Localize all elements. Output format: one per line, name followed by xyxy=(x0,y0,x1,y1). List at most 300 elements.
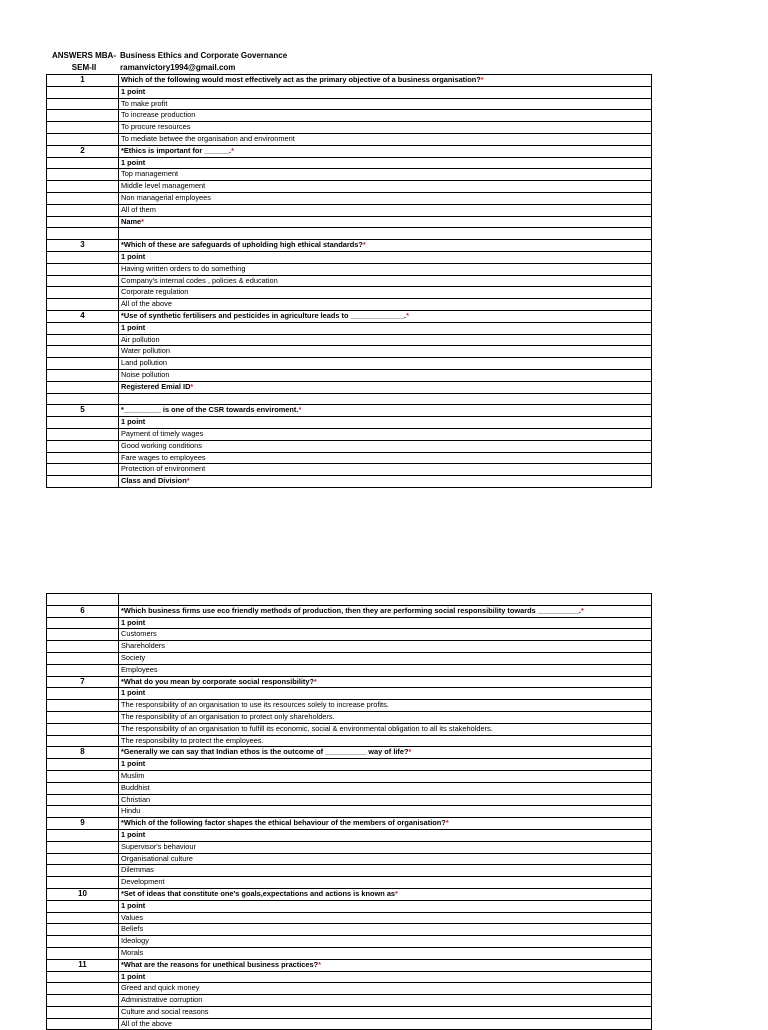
points-row xyxy=(47,322,652,334)
option-row xyxy=(47,263,652,275)
row-text: 1 point xyxy=(121,417,146,427)
points-row xyxy=(47,971,652,983)
row-text: Fare wages to employees xyxy=(121,452,206,462)
row-text-cell xyxy=(119,924,652,936)
row-text-cell xyxy=(119,912,652,924)
row-text: Land pollution xyxy=(121,358,168,368)
row-text-cell xyxy=(119,393,652,405)
row-text-cell xyxy=(119,806,652,818)
row-text: 1 point xyxy=(121,829,146,839)
row-text: Noise pollution xyxy=(121,369,170,379)
row-text: Good working conditions xyxy=(121,440,202,450)
field-row xyxy=(47,381,652,393)
subject-title: Business Ethics and Corporate Governance xyxy=(120,51,288,60)
row-text-cell xyxy=(119,700,652,712)
row-text-cell xyxy=(119,452,652,464)
row-text-cell xyxy=(119,181,652,193)
points-row xyxy=(47,759,652,771)
row-text-cell xyxy=(119,405,652,417)
option-row xyxy=(47,334,652,346)
row-text-cell xyxy=(119,322,652,334)
row-text-cell xyxy=(119,251,652,263)
row-text-cell xyxy=(119,216,652,228)
question-number xyxy=(47,924,119,936)
row-text-cell xyxy=(119,122,652,134)
row-text-cell xyxy=(119,995,652,1007)
option-row xyxy=(47,711,652,723)
row-text-cell xyxy=(119,877,652,889)
row-text-cell xyxy=(119,476,652,488)
question-number xyxy=(47,204,119,216)
question-number: 11 xyxy=(47,959,119,971)
option-row xyxy=(47,464,652,476)
question-number xyxy=(47,334,119,346)
option-row xyxy=(47,192,652,204)
row-text: To procure resources xyxy=(121,122,191,132)
blank-row xyxy=(47,393,652,405)
row-text-cell xyxy=(119,98,652,110)
row-text-cell xyxy=(119,75,652,87)
option-row xyxy=(47,181,652,193)
row-text: Shareholders xyxy=(121,641,165,651)
row-text-cell xyxy=(119,145,652,157)
row-text-cell xyxy=(119,157,652,169)
question-number xyxy=(47,216,119,228)
row-text-cell xyxy=(119,853,652,865)
question-number xyxy=(47,770,119,782)
row-text: Development xyxy=(121,877,165,887)
question-row xyxy=(47,75,652,87)
question-number xyxy=(47,169,119,181)
row-text-cell xyxy=(119,169,652,181)
option-row xyxy=(47,641,652,653)
question-number xyxy=(47,829,119,841)
row-text: *Which of these are safeguards of upholding high ethical standards? xyxy=(121,240,363,250)
row-text: Greed and quick money xyxy=(121,983,200,993)
row-text: Which of the following would most effectively act as the primary objective of a business organisation? xyxy=(121,75,481,84)
row-text-cell xyxy=(119,723,652,735)
row-text: All of the above xyxy=(121,299,172,309)
option-row xyxy=(47,369,652,381)
question-row xyxy=(47,145,652,157)
question-number: 7 xyxy=(47,676,119,688)
row-text-cell xyxy=(119,794,652,806)
row-text-cell xyxy=(119,936,652,948)
points-row xyxy=(47,417,652,429)
option-row xyxy=(47,924,652,936)
option-row xyxy=(47,723,652,735)
row-text: Christian xyxy=(121,794,151,804)
row-text: Culture and social reasons xyxy=(121,1006,209,1016)
question-number xyxy=(47,133,119,145)
question-row xyxy=(47,888,652,900)
question-number xyxy=(47,947,119,959)
row-text-cell xyxy=(119,86,652,98)
question-number: 3 xyxy=(47,240,119,252)
points-row xyxy=(47,829,652,841)
option-row xyxy=(47,983,652,995)
question-number xyxy=(47,806,119,818)
blank-row xyxy=(47,228,652,240)
option-row xyxy=(47,770,652,782)
question-number xyxy=(47,263,119,275)
row-text: Society xyxy=(121,652,146,662)
row-text-cell xyxy=(119,735,652,747)
option-row xyxy=(47,841,652,853)
option-row xyxy=(47,877,652,889)
question-number xyxy=(47,122,119,134)
row-text-cell xyxy=(119,464,652,476)
document-header xyxy=(120,50,287,74)
question-number xyxy=(47,1006,119,1018)
question-number: 4 xyxy=(47,310,119,322)
question-number xyxy=(47,346,119,358)
row-text-cell xyxy=(119,263,652,275)
row-text: 1 point xyxy=(121,86,146,96)
row-text: Corporate regulation xyxy=(121,287,189,297)
row-text: To make profit xyxy=(121,98,168,108)
email-address: ramanvictory1994@gmail.com xyxy=(120,63,236,72)
row-text: *Ethics is important for ______. xyxy=(121,145,232,155)
option-row xyxy=(47,133,652,145)
required-asterisk: * xyxy=(480,75,484,84)
points-row xyxy=(47,900,652,912)
question-number xyxy=(47,192,119,204)
row-text: Payment of timely wages xyxy=(121,428,204,438)
row-text: *Generally we can say that Indian ethos is the outcome of __________ way of life? xyxy=(121,747,409,757)
row-text-cell xyxy=(119,900,652,912)
option-row xyxy=(47,358,652,370)
row-text: 1 point xyxy=(121,157,146,167)
answers-table-1 xyxy=(46,74,652,488)
row-text: Name xyxy=(121,216,142,226)
field-row xyxy=(47,216,652,228)
row-text-cell xyxy=(119,417,652,429)
row-text-cell xyxy=(119,652,652,664)
row-text-cell xyxy=(119,629,652,641)
row-text-cell xyxy=(119,310,652,322)
row-text: Top management xyxy=(121,169,179,179)
question-number: 5 xyxy=(47,405,119,417)
option-row xyxy=(47,853,652,865)
question-number xyxy=(47,275,119,287)
question-number xyxy=(47,322,119,334)
points-row xyxy=(47,251,652,263)
question-number xyxy=(47,936,119,948)
row-text-cell xyxy=(119,133,652,145)
row-text-cell xyxy=(119,688,652,700)
row-text: Administrative corruption xyxy=(121,995,203,1005)
row-text: Morals xyxy=(121,947,144,957)
row-text: All of the above xyxy=(121,1018,172,1028)
row-text: Class and Division xyxy=(121,476,187,486)
option-row xyxy=(47,204,652,216)
question-number xyxy=(47,617,119,629)
question-number xyxy=(47,86,119,98)
row-text: *_________ is one of the CSR towards enviroment. xyxy=(121,405,299,415)
required-asterisk: * xyxy=(362,240,366,250)
row-text-cell xyxy=(119,641,652,653)
question-row xyxy=(47,818,652,830)
row-text-cell xyxy=(119,428,652,440)
option-row xyxy=(47,794,652,806)
row-text-cell xyxy=(119,299,652,311)
question-number xyxy=(47,358,119,370)
option-row xyxy=(47,428,652,440)
question-number xyxy=(47,794,119,806)
option-row xyxy=(47,299,652,311)
row-text: Hindu xyxy=(121,806,141,816)
option-row xyxy=(47,98,652,110)
option-row xyxy=(47,110,652,122)
row-text-cell xyxy=(119,440,652,452)
option-row xyxy=(47,1018,652,1030)
row-text-cell xyxy=(119,818,652,830)
option-row xyxy=(47,169,652,181)
row-text: Non managerial employees xyxy=(121,192,211,202)
option-row xyxy=(47,629,652,641)
question-number xyxy=(47,877,119,889)
question-row xyxy=(47,747,652,759)
row-text: Registered Emial ID xyxy=(121,381,191,391)
row-text-cell xyxy=(119,959,652,971)
row-text: Buddhist xyxy=(121,782,150,792)
question-number xyxy=(47,440,119,452)
row-text: To increase production xyxy=(121,110,196,120)
question-number: 10 xyxy=(47,888,119,900)
row-text-cell xyxy=(119,204,652,216)
question-row xyxy=(47,676,652,688)
row-text-cell xyxy=(119,369,652,381)
row-text: Company's internal codes , policies & education xyxy=(121,275,278,285)
question-number xyxy=(47,98,119,110)
row-text-cell xyxy=(119,664,652,676)
row-text-cell xyxy=(119,617,652,629)
row-text: The responsibility of an organisation to protect only shareholders. xyxy=(121,711,335,721)
row-text-cell xyxy=(119,346,652,358)
question-number xyxy=(47,251,119,263)
question-number xyxy=(47,476,119,488)
question-number xyxy=(47,900,119,912)
option-row xyxy=(47,735,652,747)
option-row xyxy=(47,912,652,924)
row-text: Water pollution xyxy=(121,346,171,356)
row-text: Middle level management xyxy=(121,181,206,191)
question-number xyxy=(47,228,119,240)
row-text: Air pollution xyxy=(121,334,160,344)
required-asterisk: * xyxy=(395,888,398,898)
row-text-cell xyxy=(119,287,652,299)
row-text: *Which of the following factor shapes the ethical behaviour of the members of organisation? xyxy=(121,818,446,828)
points-row xyxy=(47,688,652,700)
row-text: Values xyxy=(121,912,144,922)
question-number xyxy=(47,841,119,853)
row-text: 1 point xyxy=(121,688,146,698)
question-number xyxy=(47,393,119,405)
row-text-cell xyxy=(119,192,652,204)
question-number xyxy=(47,464,119,476)
row-text-cell xyxy=(119,275,652,287)
question-number xyxy=(47,723,119,735)
required-asterisk: * xyxy=(408,747,412,757)
required-asterisk: * xyxy=(231,145,234,155)
question-row xyxy=(47,959,652,971)
required-asterisk: * xyxy=(318,959,322,969)
row-text: Having written orders to do something xyxy=(121,263,246,273)
question-number xyxy=(47,971,119,983)
question-number xyxy=(47,594,119,606)
answers-label xyxy=(50,50,118,74)
question-number xyxy=(47,983,119,995)
row-text: Supervisor's behaviour xyxy=(121,841,196,851)
row-text-cell xyxy=(119,358,652,370)
option-row xyxy=(47,652,652,664)
required-asterisk: * xyxy=(186,476,190,486)
question-number xyxy=(47,759,119,771)
row-text: *Set of ideas that constitute one's goals,expectations and actions is known as xyxy=(121,888,396,898)
required-asterisk: * xyxy=(445,818,449,828)
question-number: 8 xyxy=(47,747,119,759)
row-text: Ideology xyxy=(121,936,149,946)
required-asterisk: * xyxy=(298,405,302,415)
question-number xyxy=(47,299,119,311)
row-text: 1 point xyxy=(121,617,146,627)
option-row xyxy=(47,287,652,299)
question-number xyxy=(47,110,119,122)
question-number xyxy=(47,428,119,440)
question-number xyxy=(47,735,119,747)
row-text-cell xyxy=(119,1018,652,1030)
row-text: 1 point xyxy=(121,971,146,981)
question-number xyxy=(47,369,119,381)
question-number xyxy=(47,641,119,653)
row-text: 1 point xyxy=(121,759,146,769)
question-number: 9 xyxy=(47,818,119,830)
option-row xyxy=(47,275,652,287)
question-number xyxy=(47,157,119,169)
option-row xyxy=(47,122,652,134)
row-text: The responsibility of an organisation to fulfill its economic, social & environmental obligation to all its stakeholders. xyxy=(121,723,493,733)
required-asterisk: * xyxy=(190,381,194,391)
row-text: Protection of environment xyxy=(121,464,206,474)
row-text: The responsibility of an organisation to use its resources solely to increase profits. xyxy=(121,700,389,710)
question-number xyxy=(47,853,119,865)
question-number xyxy=(47,865,119,877)
question-number xyxy=(47,181,119,193)
row-text-cell xyxy=(119,770,652,782)
question-number xyxy=(47,700,119,712)
row-text: Dilemmas xyxy=(121,865,154,875)
question-number xyxy=(47,711,119,723)
row-text: Organisational culture xyxy=(121,853,193,863)
row-text: *Use of synthetic fertilisers and pesticides in agriculture leads to _____________. xyxy=(121,310,407,320)
points-row xyxy=(47,157,652,169)
row-text-cell xyxy=(119,605,652,617)
row-text: To mediate betwee the organisation and environment xyxy=(121,133,295,143)
option-row xyxy=(47,995,652,1007)
row-text-cell xyxy=(119,381,652,393)
required-asterisk: * xyxy=(406,310,409,320)
row-text-cell xyxy=(119,947,652,959)
required-asterisk: * xyxy=(314,676,317,686)
question-number xyxy=(47,452,119,464)
question-row xyxy=(47,310,652,322)
row-text: Muslim xyxy=(121,770,145,780)
row-text-cell xyxy=(119,782,652,794)
question-row xyxy=(47,605,652,617)
option-row xyxy=(47,865,652,877)
question-number xyxy=(47,652,119,664)
option-row xyxy=(47,1006,652,1018)
question-number xyxy=(47,664,119,676)
answers-label-line2: SEM-II xyxy=(71,63,97,72)
option-row xyxy=(47,452,652,464)
option-row xyxy=(47,806,652,818)
question-number xyxy=(47,995,119,1007)
required-asterisk: * xyxy=(580,605,584,615)
option-row xyxy=(47,664,652,676)
row-text: 1 point xyxy=(121,900,146,910)
row-text: *What are the reasons for unethical business practices? xyxy=(121,959,319,969)
row-text: All of them xyxy=(121,204,156,214)
field-row xyxy=(47,476,652,488)
row-text-cell xyxy=(119,971,652,983)
row-text-cell xyxy=(119,334,652,346)
row-text-cell xyxy=(119,841,652,853)
row-text-cell xyxy=(119,1006,652,1018)
option-row xyxy=(47,346,652,358)
required-asterisk: * xyxy=(141,216,145,226)
row-text: *Which business firms use eco friendly methods of production, then they are performing social responsibility towards __________. xyxy=(121,605,581,615)
option-row xyxy=(47,947,652,959)
question-row xyxy=(47,240,652,252)
row-text-cell xyxy=(119,676,652,688)
points-row xyxy=(47,86,652,98)
row-text-cell xyxy=(119,228,652,240)
question-number xyxy=(47,417,119,429)
row-text: Employees xyxy=(121,664,158,674)
answers-label-line1: ANSWERS MBA- xyxy=(52,51,116,60)
option-row xyxy=(47,782,652,794)
option-row xyxy=(47,700,652,712)
row-text: 1 point xyxy=(121,251,146,261)
row-text-cell xyxy=(119,711,652,723)
row-text-cell xyxy=(119,594,652,606)
row-text-cell xyxy=(119,888,652,900)
blank-row xyxy=(47,594,652,606)
option-row xyxy=(47,936,652,948)
question-number xyxy=(47,688,119,700)
question-number xyxy=(47,287,119,299)
row-text-cell xyxy=(119,983,652,995)
points-row xyxy=(47,617,652,629)
row-text-cell xyxy=(119,759,652,771)
question-number xyxy=(47,1018,119,1030)
question-row xyxy=(47,405,652,417)
question-number: 1 xyxy=(47,75,119,87)
row-text-cell xyxy=(119,240,652,252)
question-number xyxy=(47,629,119,641)
row-text: The responsibility to protect the employees. xyxy=(121,735,264,745)
answers-table-2 xyxy=(46,593,652,1030)
question-number xyxy=(47,912,119,924)
question-number: 2 xyxy=(47,145,119,157)
row-text: Beliefs xyxy=(121,924,144,934)
row-text: *What do you mean by corporate social responsibility? xyxy=(121,676,315,686)
question-number xyxy=(47,782,119,794)
row-text-cell xyxy=(119,747,652,759)
row-text-cell xyxy=(119,110,652,122)
